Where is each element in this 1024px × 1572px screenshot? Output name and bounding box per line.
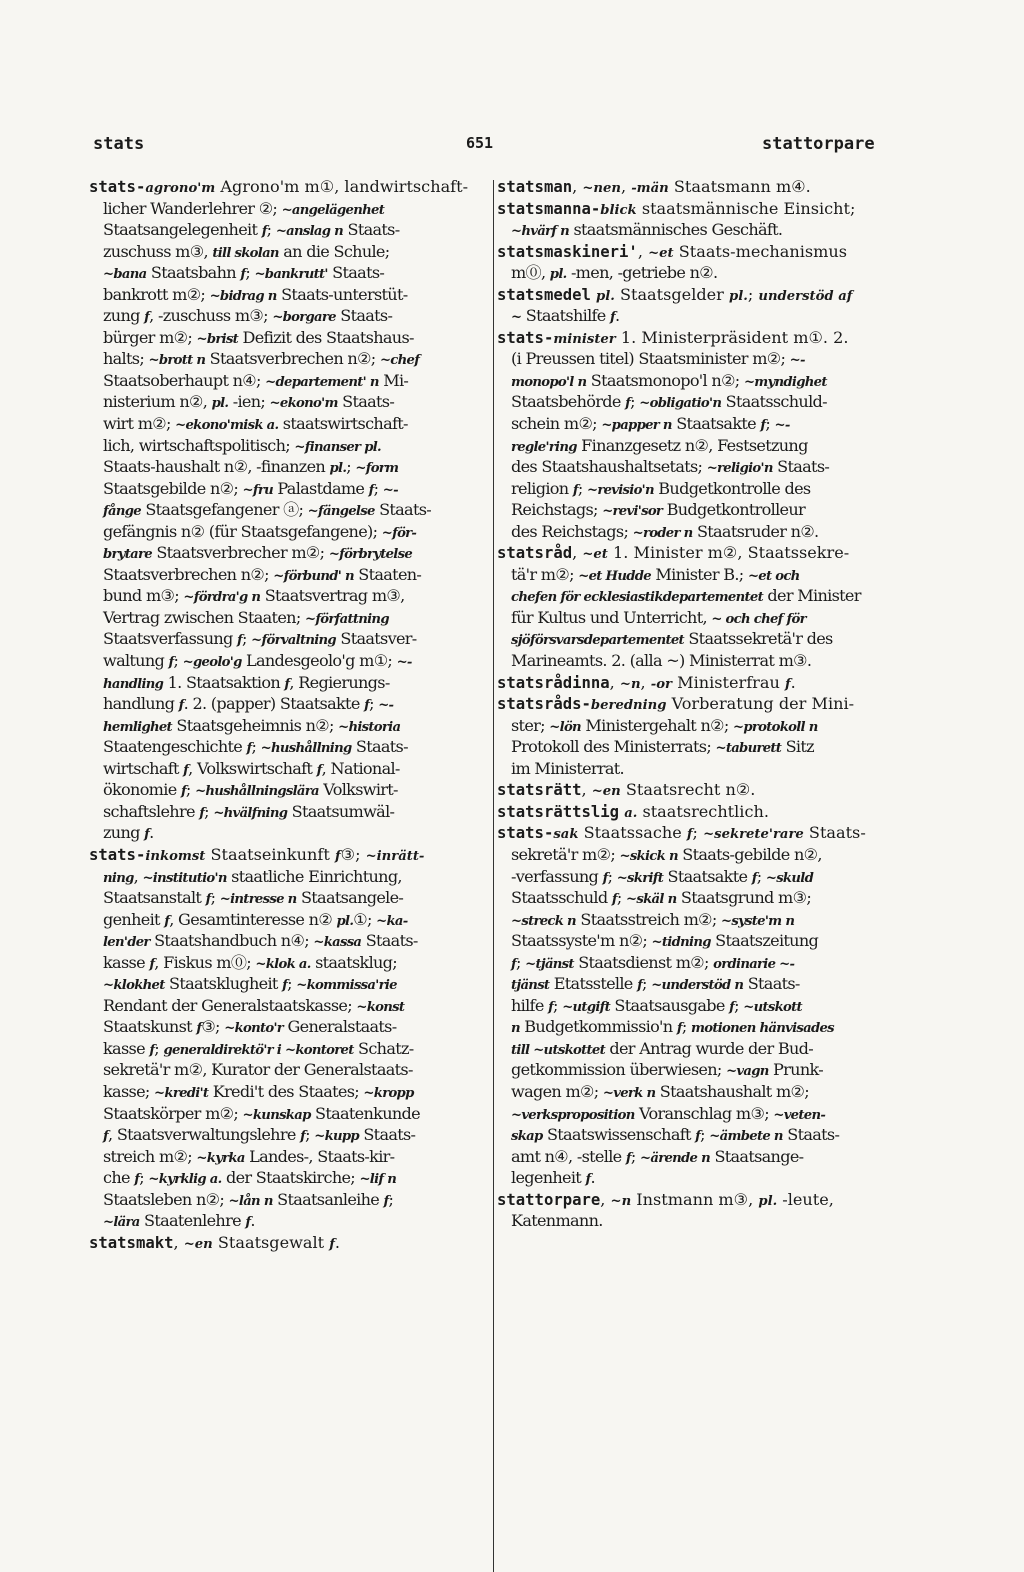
entry-line-headword	[89, 844, 487, 866]
running-head-left: stats	[93, 134, 145, 154]
entry-line	[497, 736, 902, 758]
entry-text: (i Preussen titel) Staatsminister m②; ~-	[511, 349, 805, 369]
entry-text: , ~n Instmann m③, pl. -leute,	[600, 1189, 834, 1209]
entry-line	[497, 909, 902, 931]
entry-line	[497, 435, 902, 457]
entry-line-headword	[497, 176, 902, 198]
entry-line	[89, 909, 487, 931]
column-rule	[493, 180, 494, 1572]
headword: stats-	[89, 845, 146, 864]
entry-line-headword	[497, 693, 902, 715]
entry-text: -verfassung f; ~skrift Staatsakte f; ~skuld	[511, 866, 814, 886]
entry-line-headword	[89, 1232, 487, 1254]
entry-line-headword	[497, 672, 902, 694]
entry-text: handlung f. 2. (papper) Staatsakte f; ~-	[103, 694, 394, 714]
entry-text: Staatsleben n②; ~lån n Staatsanleihe f;	[103, 1189, 394, 1209]
entry-line	[89, 413, 487, 435]
headword: statsrättslig	[497, 802, 620, 821]
headword: stats-	[89, 178, 146, 196]
entry-line	[89, 198, 487, 220]
entry-text: beredning Vorberatung der Mini-	[590, 694, 855, 714]
entry-line	[497, 521, 902, 543]
entry-text: licher Wanderlehrer ②; ~angelägenhet	[103, 198, 385, 218]
entry-line	[89, 952, 487, 974]
entry-text: blick staatsmännische Einsicht;	[600, 198, 856, 218]
entry-line	[497, 844, 902, 866]
entry-text: Staatsgebilde n②; ~fru Palastdame f; ~-	[103, 478, 398, 498]
entry-line	[89, 305, 487, 327]
entry-line	[89, 628, 487, 650]
left-column	[89, 176, 487, 1253]
entry-text: Rendant der Generalstaatskasse; ~konst	[103, 995, 405, 1015]
entry-line	[89, 779, 487, 801]
entry-line	[89, 1081, 487, 1103]
entry-text: , ~et 1. Minister m②, Staatssekre-	[572, 543, 850, 563]
headword: statsråd	[497, 544, 573, 563]
entry-line	[497, 456, 902, 478]
entry-line	[497, 758, 902, 780]
entry-text: Protokoll des Ministerrats; ~taburett Sitz	[511, 737, 814, 757]
entry-line	[89, 672, 487, 694]
entry-text: Staatsverfassung f; ~förvaltning Staatsver-	[103, 629, 417, 649]
entry-line-headword	[497, 198, 902, 220]
entry-text: bankrott m②; ~bidrag n Staats-unterstüt-	[103, 284, 408, 304]
entry-line-headword	[497, 284, 902, 306]
entry-line-headword	[497, 327, 902, 349]
headword: statsmanna-	[497, 199, 601, 218]
entry-line	[89, 564, 487, 586]
entry-text: waltung f; ~geolo'g Landesgeolo'g m①; ~-	[103, 651, 412, 671]
entry-text: agrono'm Agrono'm m①, landwirtschaft-	[145, 177, 469, 196]
entry-line	[89, 887, 487, 909]
entry-text: zung f, -zuschuss m③; ~borgare Staats-	[103, 306, 393, 326]
entry-line-headword	[497, 801, 902, 823]
entry-text: che f; ~kyrklig a. der Staatskirche; ~lif n	[103, 1168, 397, 1188]
entry-line	[89, 521, 487, 543]
entry-text: schein m②; ~papper n Staatsakte f; ~-	[511, 414, 790, 434]
entry-line	[89, 585, 487, 607]
entry-text: ~klokhet Staatsklugheit f; ~kommissa'rie	[103, 974, 397, 994]
entry-text: monopo'l n Staatsmonopo'l n②; ~myndighet	[511, 370, 827, 390]
entry-line	[89, 1059, 487, 1081]
entry-line	[497, 391, 902, 413]
entry-text: sekretä'r m②; ~skick n Staats-gebilde n②,	[511, 844, 822, 864]
entry-line	[89, 1210, 487, 1232]
entry-text: ökonomie f; ~hushållningslära Volkswirt-	[103, 780, 398, 800]
entry-line	[89, 715, 487, 737]
entry-text: getkommission überwiesen; ~vagn Prunk-	[511, 1060, 824, 1080]
entry-text: , ~et Staats-mechanismus	[637, 241, 847, 261]
entry-line	[89, 391, 487, 413]
entry-line	[497, 973, 902, 995]
right-column	[497, 176, 902, 1232]
entry-text: sak Staatssache f; ~sekrete'rare Staats-	[553, 823, 866, 843]
entry-line	[89, 478, 487, 500]
entry-line	[89, 973, 487, 995]
entry-text: minister 1. Ministerpräsident m①. 2.	[553, 327, 849, 347]
entry-line	[497, 952, 902, 974]
entry-line	[89, 607, 487, 629]
entry-line	[497, 219, 902, 241]
entry-text: Marineamts. 2. (alla ~) Ministerrat m③.	[511, 651, 812, 671]
entry-line	[89, 650, 487, 672]
entry-text: inkomst Staatseinkunft f③; ~inrätt-	[145, 844, 425, 864]
entry-text: schaftslehre f; ~hvälfning Staatsumwäl-	[103, 801, 395, 821]
entry-line-headword	[497, 822, 902, 844]
entry-text: hilfe f; ~utgift Staatsausgabe f; ~utskott	[511, 995, 802, 1015]
entry-text: , ~en Staatsrecht n②.	[581, 780, 756, 800]
headword: statsmedel	[497, 285, 591, 304]
entry-text: ning, ~institutio'n staatliche Einrichtung,	[103, 866, 402, 886]
entry-line	[497, 262, 902, 284]
entry-text: Staats-haushalt n②, -finanzen pl.; ~form	[103, 457, 399, 477]
entry-line	[497, 715, 902, 737]
entry-text: Staatskunst f③; ~konto'r Generalstaats-	[103, 1017, 397, 1037]
entry-text: legenheit f.	[511, 1168, 595, 1188]
entry-text: nisterium n②, pl. -ien; ~ekono'm Staats-	[103, 392, 395, 412]
headword: stattorpare	[497, 1190, 601, 1209]
entry-line	[89, 1189, 487, 1211]
entry-line	[89, 327, 487, 349]
entry-text: a. staatsrechtlich.	[624, 801, 769, 821]
headword: statsrådinna	[497, 673, 610, 692]
running-head-right: stattorpare	[762, 134, 875, 154]
entry-line	[497, 1081, 902, 1103]
entry-line	[89, 348, 487, 370]
entry-text: f, Staatsverwaltungslehre f; ~kupp Staats-	[103, 1125, 416, 1145]
entry-text: wagen m②; ~verk n Staatshaushalt m②;	[511, 1081, 809, 1101]
headword: statsråds-	[497, 695, 591, 714]
entry-line	[89, 1146, 487, 1168]
entry-line	[497, 866, 902, 888]
entry-line	[89, 822, 487, 844]
entry-text: des Reichstags; ~roder n Staatsruder n②.	[511, 521, 819, 541]
entry-text: Staatsangelegenheit f; ~anslag n Staats-	[103, 220, 400, 240]
headword: statsman	[497, 178, 573, 196]
entry-text: Staatengeschichte f; ~hushållning Staats-	[103, 737, 408, 757]
entry-line	[89, 499, 487, 521]
entry-line	[89, 1103, 487, 1125]
entry-text: fånge Staatsgefangener ⓐ; ~fängelse Staats-	[103, 500, 432, 520]
entry-text: kasse f; generaldirektö'r i ~kontoret Schatz-	[103, 1038, 414, 1058]
entry-text: Staatsbehörde f; ~obligatio'n Staatsschuld-	[511, 392, 827, 412]
entry-line	[89, 930, 487, 952]
entry-text: hemlighet Staatsgeheimnis n②; ~historia	[103, 715, 401, 735]
entry-line	[497, 1146, 902, 1168]
entry-text: ster; ~lön Ministergehalt n②; ~protokoll n	[511, 715, 818, 735]
entry-line	[497, 930, 902, 952]
entry-text: wirtschaft f, Volkswirtschaft f, National-	[103, 758, 400, 778]
entry-line	[89, 219, 487, 241]
entry-text: wirt m②; ~ekono'misk a. staatswirtschaft-	[103, 414, 408, 434]
entry-text: tjänst Etatsstelle f; ~understöd n Staats-	[511, 974, 800, 994]
entry-line	[497, 650, 902, 672]
entry-text: , ~en Staatsgewalt f.	[173, 1232, 341, 1252]
entry-line-headword	[497, 1189, 902, 1211]
entry-text: Staatskörper m②; ~kunskap Staatenkunde	[103, 1103, 420, 1123]
entry-line	[497, 1167, 902, 1189]
entry-line	[497, 1059, 902, 1081]
entry-line	[89, 284, 487, 306]
entry-line	[89, 370, 487, 392]
entry-line	[89, 995, 487, 1017]
entry-line	[497, 995, 902, 1017]
entry-text: , ~nen, -män Staatsmann m④.	[572, 177, 811, 196]
entry-text: bund m③; ~fördra'g n Staatsvertrag m③,	[103, 586, 405, 606]
entry-line	[89, 801, 487, 823]
entry-line-headword	[497, 542, 902, 564]
entry-line	[89, 1167, 487, 1189]
entry-text: kasse; ~kredi't Kredi't des Staates; ~kropp	[103, 1081, 414, 1101]
entry-text: Katenmann.	[511, 1211, 603, 1231]
entry-line	[89, 1016, 487, 1038]
entry-line	[497, 1210, 902, 1232]
entry-line	[497, 1016, 902, 1038]
entry-line	[89, 241, 487, 263]
entry-text: till ~utskottet der Antrag wurde der Bud-	[511, 1038, 814, 1058]
entry-text: des Staatshaushaltsetats; ~religio'n Staats-	[511, 457, 830, 477]
entry-text: ~bana Staatsbahn f; ~bankrutt' Staats-	[103, 263, 385, 283]
entry-text: sekretä'r m②, Kurator der Generalstaats-	[103, 1060, 413, 1080]
entry-line	[89, 736, 487, 758]
entry-line	[497, 1103, 902, 1125]
entry-line	[497, 607, 902, 629]
entry-line	[497, 413, 902, 435]
entry-text: n Budgetkommissio'n f; motionen hänvisades	[511, 1017, 834, 1037]
entry-text: Staatsoberhaupt n④; ~departement' n Mi-	[103, 370, 409, 390]
entry-line	[89, 542, 487, 564]
entry-text: bürger m②; ~brist Defizit des Staatshaus-	[103, 327, 414, 347]
entry-line	[89, 758, 487, 780]
entry-text: ~hvärf n staatsmännisches Geschäft.	[511, 220, 783, 240]
entry-text: streich m②; ~kyrka Landes-, Staats-kir-	[103, 1146, 395, 1166]
entry-line-headword	[497, 779, 902, 801]
entry-line-headword	[89, 176, 487, 198]
entry-line	[497, 585, 902, 607]
entry-text: kasse f, Fiskus m⓪; ~klok a. staatsklug;	[103, 952, 398, 972]
headword: stats-	[497, 824, 554, 843]
entry-text: Reichstags; ~revi'sor Budgetkontrolleur	[511, 500, 806, 520]
entry-line	[497, 305, 902, 327]
entry-text: len'der Staatshandbuch n④; ~kassa Staats-	[103, 931, 418, 951]
entry-line	[89, 1124, 487, 1146]
entry-line	[497, 348, 902, 370]
entry-text: regle'ring Finanzgesetz n②, Festsetzung	[511, 435, 808, 455]
entry-text: lich, wirtschaftspolitisch; ~finanser pl.	[103, 435, 381, 455]
entry-text: ~streck n Staatsstreich m②; ~syste'm n	[511, 909, 795, 929]
entry-text: , ~n, -or Ministerfrau f.	[609, 672, 796, 692]
headword: statsmakt	[89, 1233, 174, 1252]
entry-text: skap Staatswissenschaft f; ~ämbete n Staats-	[511, 1125, 840, 1145]
entry-text: zung f.	[103, 823, 154, 843]
headword: stats-	[497, 328, 554, 347]
entry-line	[89, 866, 487, 888]
entry-text: halts; ~brott n Staatsverbrechen n②; ~chef	[103, 349, 420, 369]
entry-text: sjöförsvarsdepartementet Staatssekretä'r des	[511, 629, 833, 649]
entry-line	[497, 628, 902, 650]
entry-text: Staatssyste'm n②; ~tidning Staatszeitung	[511, 931, 819, 951]
entry-text: tä'r m②; ~et Hudde Minister B.; ~et och	[511, 564, 800, 584]
entry-text: religion f; ~revisio'n Budgetkontrolle des	[511, 478, 811, 498]
entry-line	[497, 887, 902, 909]
entry-text: Staatsverbrechen n②; ~förbund' n Staaten-	[103, 564, 422, 584]
entry-text: ~ Staatshilfe f.	[511, 306, 620, 326]
entry-line	[89, 435, 487, 457]
entry-text: ~lära Staatenlehre f.	[103, 1211, 255, 1231]
entry-text: zuschuss m③, till skolan an die Schule;	[103, 241, 390, 261]
page-number: 651	[466, 134, 494, 152]
headword: statsrätt	[497, 781, 582, 800]
entry-line-headword	[497, 241, 902, 263]
entry-line	[89, 262, 487, 284]
entry-text: chefen för ecklesiastikdepartementet der Minister	[511, 586, 861, 606]
entry-line	[497, 1038, 902, 1060]
entry-line	[497, 370, 902, 392]
entry-text: Vertrag zwischen Staaten; ~författning	[103, 607, 389, 627]
entry-text: im Ministerrat.	[511, 758, 624, 778]
entry-text: amt n④, -stelle f; ~ärende n Staatsange-	[511, 1146, 804, 1166]
entry-text: m⓪, pl. -men, -getriebe n②.	[511, 263, 718, 283]
entry-line	[497, 478, 902, 500]
entry-text: brytare Staatsverbrecher m②; ~förbrytelse	[103, 543, 413, 563]
entry-text: gefängnis n② (für Staatsgefangene); ~för-	[103, 521, 417, 541]
entry-text: ~verksproposition Voranschlag m③; ~veten-	[511, 1103, 826, 1123]
entry-text: pl. Staatsgelder pl.; understöd af	[596, 284, 853, 304]
entry-line	[89, 693, 487, 715]
entry-text: genheit f, Gesamtinteresse n② pl.①; ~ka-	[103, 909, 408, 929]
entry-line	[497, 1124, 902, 1146]
entry-line	[497, 564, 902, 586]
entry-text: Staatsanstalt f; ~intresse n Staatsangele-	[103, 888, 404, 908]
entry-line	[89, 1038, 487, 1060]
entry-line	[89, 456, 487, 478]
entry-text: Staatsschuld f; ~skäl n Staatsgrund m③;	[511, 888, 812, 908]
entry-line	[497, 499, 902, 521]
entry-text: für Kultus und Unterricht, ~ och chef för	[511, 607, 806, 627]
entry-text: handling 1. Staatsaktion f, Regierungs-	[103, 672, 390, 692]
headword: statsmaskineri'	[497, 242, 638, 261]
entry-text: f; ~tjänst Staatsdienst m②; ordinarie ~-	[511, 952, 795, 972]
